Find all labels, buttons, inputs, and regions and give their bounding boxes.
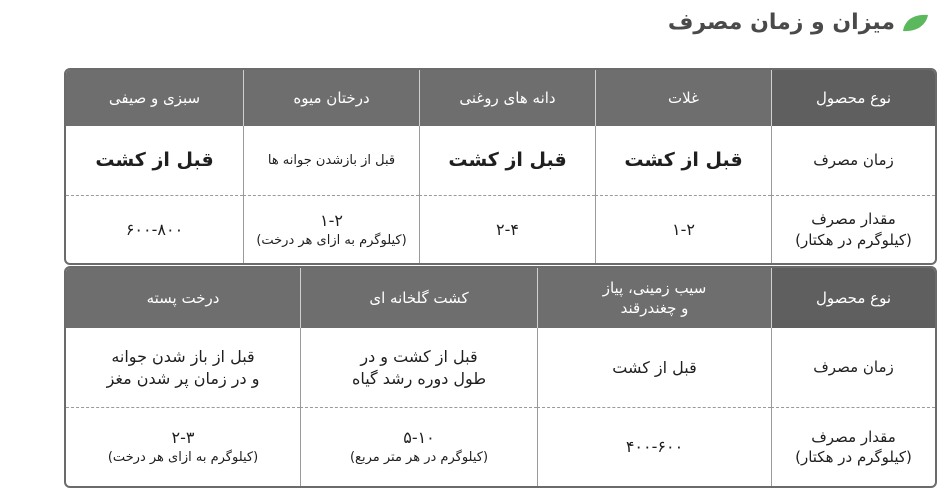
row-label-time: زمان مصرف [771, 328, 935, 408]
header-oilseeds: دانه های روغنی [419, 70, 595, 126]
time-greenhouse: قبل از کشت و در طول دوره رشد گیاه [300, 328, 537, 408]
header-vegetables: سبزی و صیفی [66, 70, 243, 126]
header-greenhouse: کشت گلخانه ای [300, 268, 537, 328]
leaf-icon [901, 13, 929, 33]
amount-value: ۵-۱۰ [403, 428, 435, 448]
row-label-amount: مقدار مصرف (کیلوگرم در هکتار) [771, 408, 935, 486]
amount-unit: (کیلوگرم به ازای هر درخت) [107, 450, 259, 466]
time-vegetables: قبل از کشت [66, 126, 243, 196]
amount-value: ۱-۲ [672, 219, 695, 239]
header-fruit-trees: درختان میوه [243, 70, 419, 126]
amount-value: ۴۰۰-۶۰۰ [625, 437, 684, 457]
page-heading [668, 10, 929, 35]
amount-potato-onion-beet [537, 408, 771, 486]
time-pistachio: قبل از باز شدن جوانه و در زمان پر شدن مغز [66, 328, 300, 408]
usage-table-2 [64, 266, 937, 488]
time-potato-onion-beet: قبل از کشت [537, 328, 771, 408]
amount-pistachio [66, 408, 300, 486]
header-pistachio: درخت پسته [66, 268, 300, 328]
time-oilseeds: قبل از کشت [419, 126, 595, 196]
page-title: میزان و زمان مصرف [667, 10, 895, 35]
row-label-amount: مقدار مصرف (کیلوگرم در هکتار) [771, 196, 935, 263]
header-cereals: غلات [595, 70, 771, 126]
amount-greenhouse [300, 408, 537, 486]
amount-unit: (کیلوگرم به ازای هر درخت) [256, 232, 407, 248]
header-crop-type: نوع محصول [771, 70, 935, 126]
amount-cereals [595, 196, 771, 263]
usage-table-1 [64, 68, 937, 265]
amount-fruit-trees [243, 196, 419, 263]
amount-unit: (کیلوگرم در هر متر مربع) [349, 450, 489, 466]
time-fruit-trees: قبل از بازشدن جوانه ها [243, 126, 419, 196]
amount-value: ۶۰۰-۸۰۰ [125, 219, 184, 239]
row-label-time: زمان مصرف [771, 126, 935, 196]
time-cereals: قبل از کشت [595, 126, 771, 196]
amount-value: ۲-۳ [171, 428, 195, 448]
amount-oilseeds [419, 196, 595, 263]
header-potato-onion-beet: سیب زمینی، پیاز و چغندرقند [537, 268, 771, 328]
header-crop-type: نوع محصول [771, 268, 935, 328]
amount-value: ۱-۲ [320, 210, 343, 230]
amount-vegetables [66, 196, 243, 263]
amount-value: ۲-۴ [496, 219, 519, 239]
